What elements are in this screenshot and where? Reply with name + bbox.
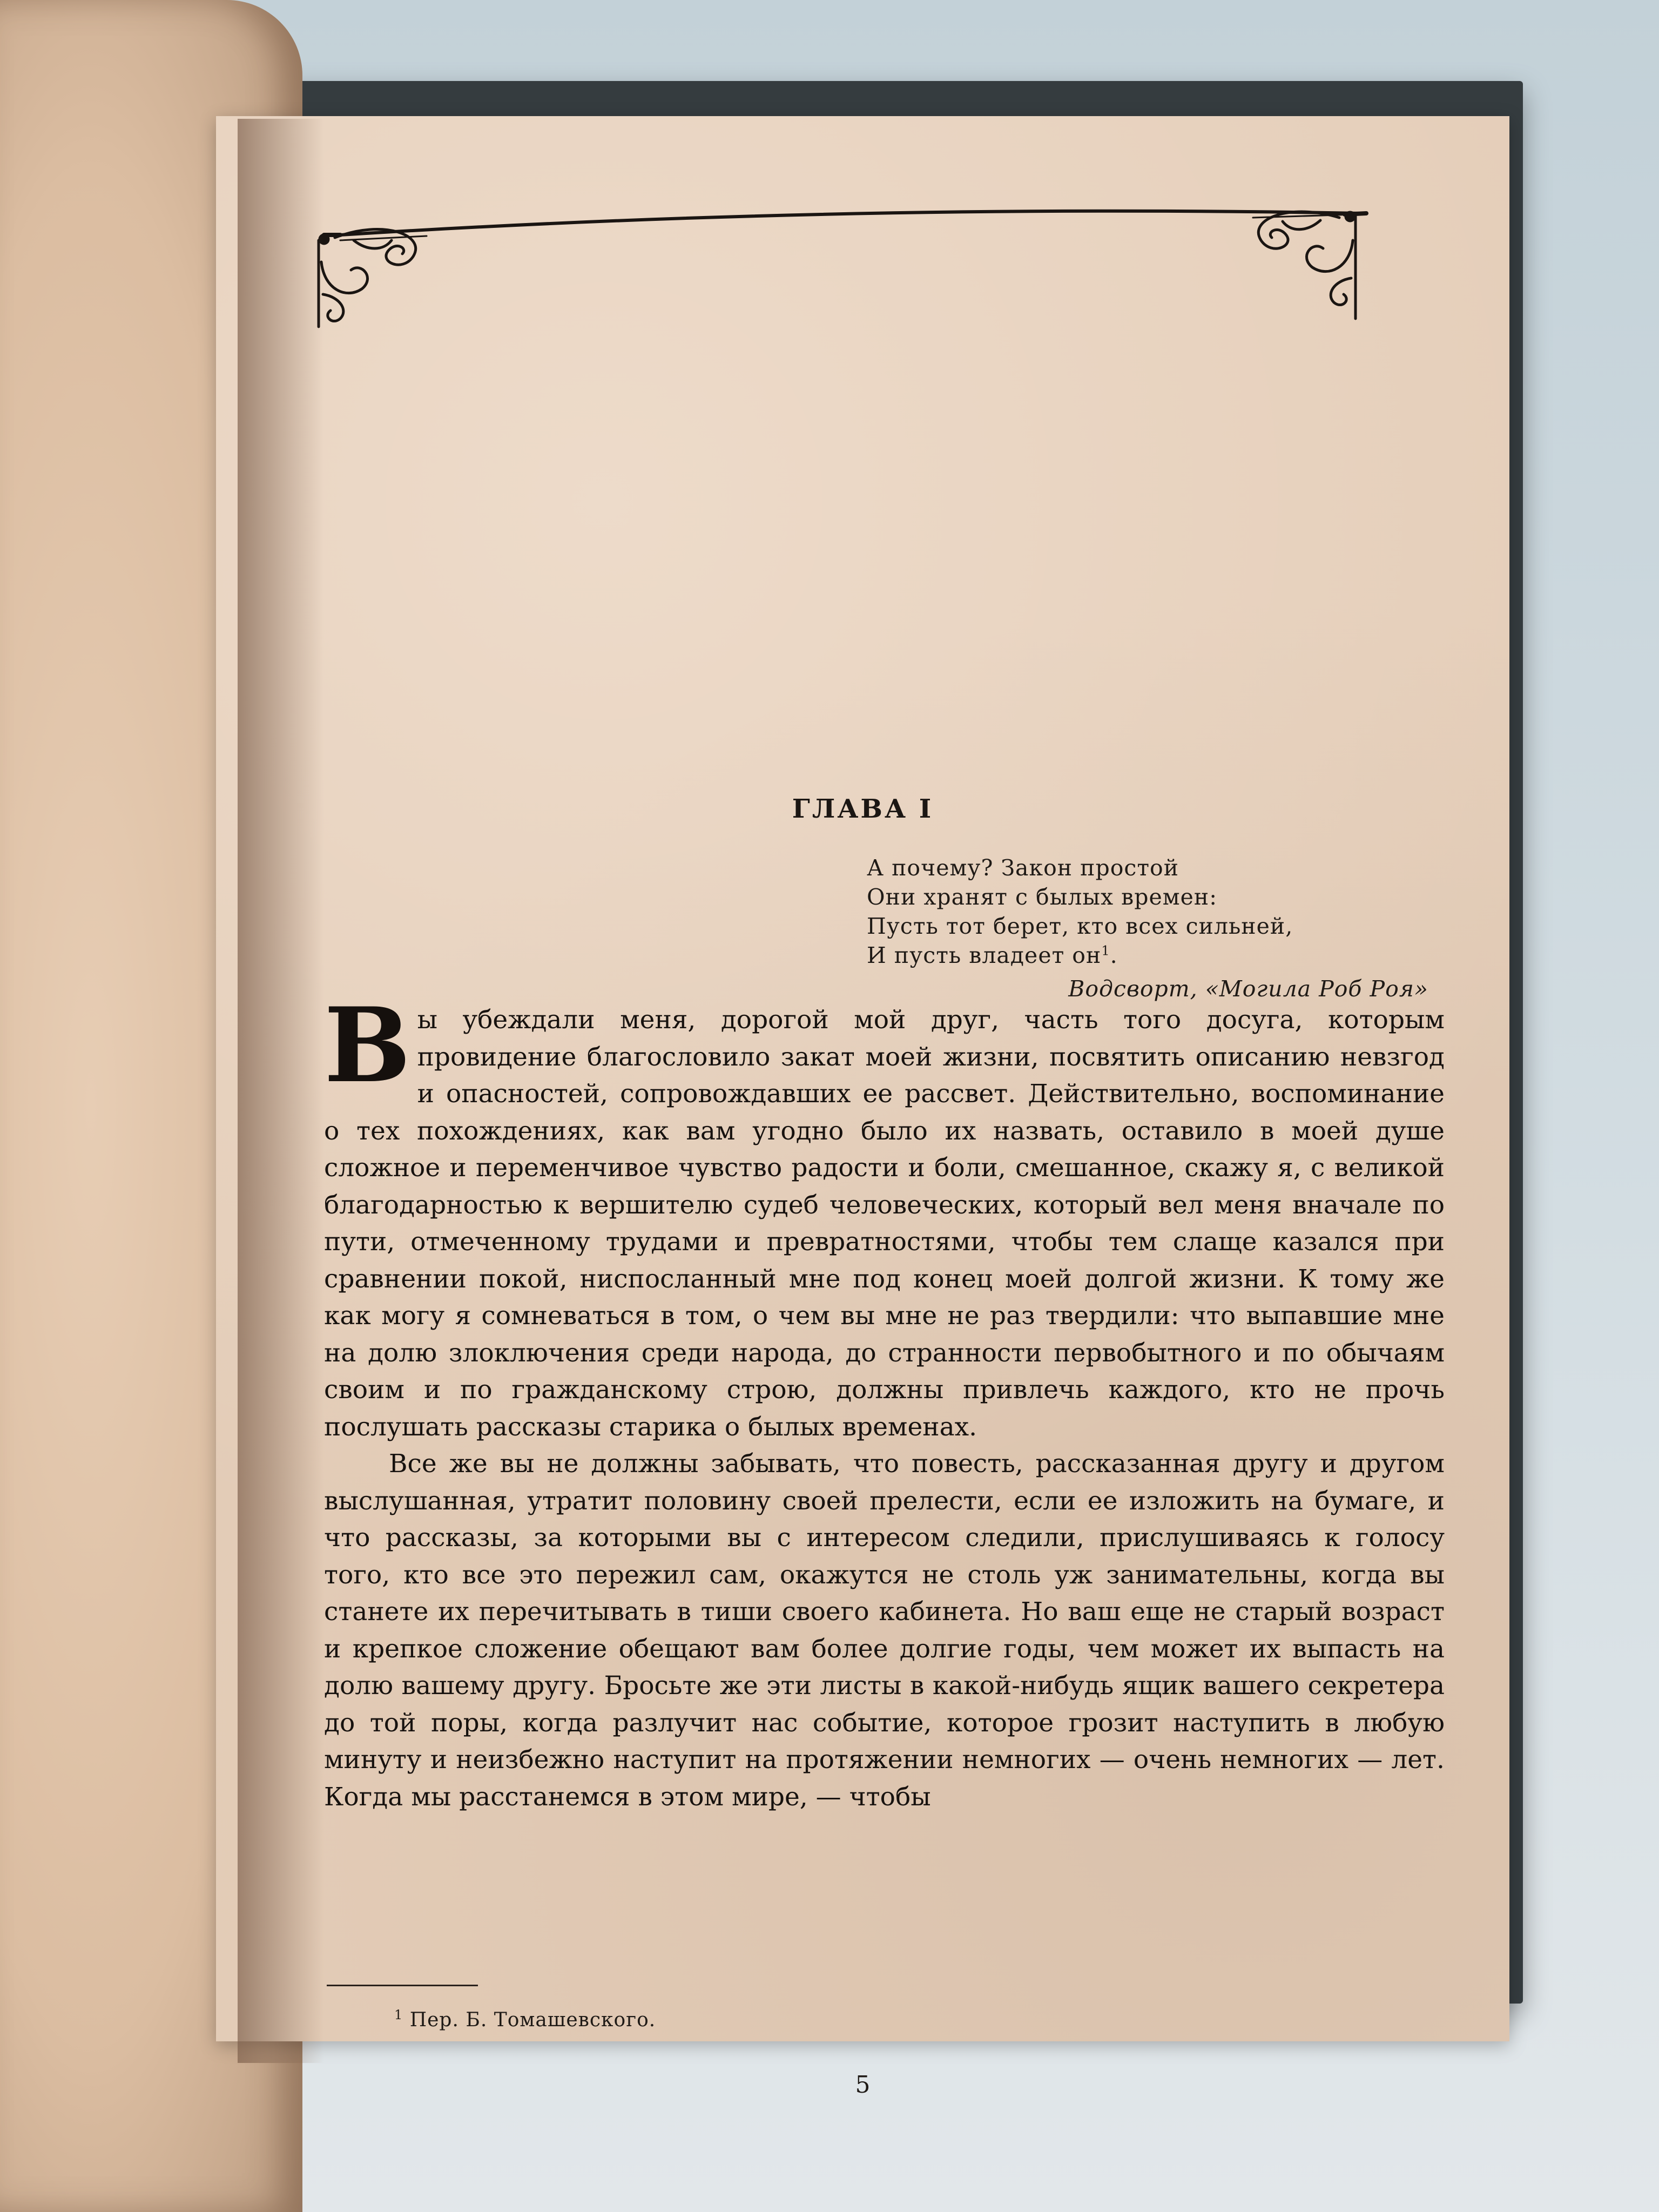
- paragraph-text: ы убеждали меня, дорогой мой друг, часть того досуга, которым провидение благословило закат моей жизни, посвятить описанию невзгод и опасностей, сопровождавших ее рассвет. Действительно, воспоминание о тех похождениях, как вам угодно было их назвать, оставило в моей душе сложное и переменчивое чувство радости и боли, смешанное, скажу я, с великой благодарностью к вершителю судеб человеческих, который вел меня вначале по пути, отмеченному трудами и превратностями, чтобы тем слаще казался при сравнении покой, ниспосланный мне под конец моей долгой жизни. К тому же как могу я сомневаться в том, о чем вы мне не раз твердили: что выпавшие мне на долю злоключения среди народа, до странности первобытного и по обычаям своим и по гражданскому строю, должны привлечь каждого, кто не прочь послушать рассказы старика о былых временах.: [324, 1005, 1445, 1442]
- page-number: 5: [855, 2071, 871, 2099]
- epigraph: [867, 853, 1428, 1003]
- footnote-mark: 1: [394, 2007, 403, 2022]
- paragraph: Все же вы не должны забывать, что повесть, рассказанная другу и другом выслушанная, утратит половину своей прелести, если ее изложить на бумаге, и что рассказы, за которыми вы с интересом следили, прислушиваясь к голосу того, кто все это пережил сам, окажутся не столь уж занимательны, когда вы станете их перечитывать в тиши своего кабинета. Но ваш еще не старый возраст и крепкое сложение обещают вам более долгие годы, чем может их выпасть на долю вашему другу. Бросьте же эти листы в какой-нибудь ящик вашего секретера до той поры, когда разлучит нас событие, которое грозит наступить в любую минуту и неизбежно наступит на протяжении немногих — очень немногих — лет. Когда мы расстанемся в этом мире, — чтобы: [324, 1449, 1445, 1812]
- epigraph-line: Пусть тот берет, кто всех сильней,: [867, 913, 1293, 939]
- drop-cap: В: [324, 985, 411, 1105]
- footnote: [394, 2009, 656, 2031]
- footnote-divider: [327, 1985, 478, 1986]
- ornamental-header-flourish: [302, 203, 1372, 332]
- book-page: [216, 116, 1509, 2099]
- epigraph-line: [867, 941, 1428, 970]
- epigraph-line: А почему? Закон простой: [867, 855, 1179, 881]
- footnote-reference: 1: [1101, 943, 1110, 959]
- epigraph-line-end: .: [1110, 942, 1118, 968]
- chapter-title: ГЛАВА I: [792, 794, 934, 824]
- footnote-text: Пер. Б. Томашевского.: [409, 2009, 656, 2031]
- epigraph-line-text: И пусть владеет он: [867, 942, 1102, 968]
- epigraph-line: Они хранят с былых времен:: [867, 884, 1218, 910]
- epigraph-attribution: Водсворт, «Могила Роб Роя»: [1068, 976, 1428, 1002]
- page-gutter-shadow: [238, 119, 324, 2063]
